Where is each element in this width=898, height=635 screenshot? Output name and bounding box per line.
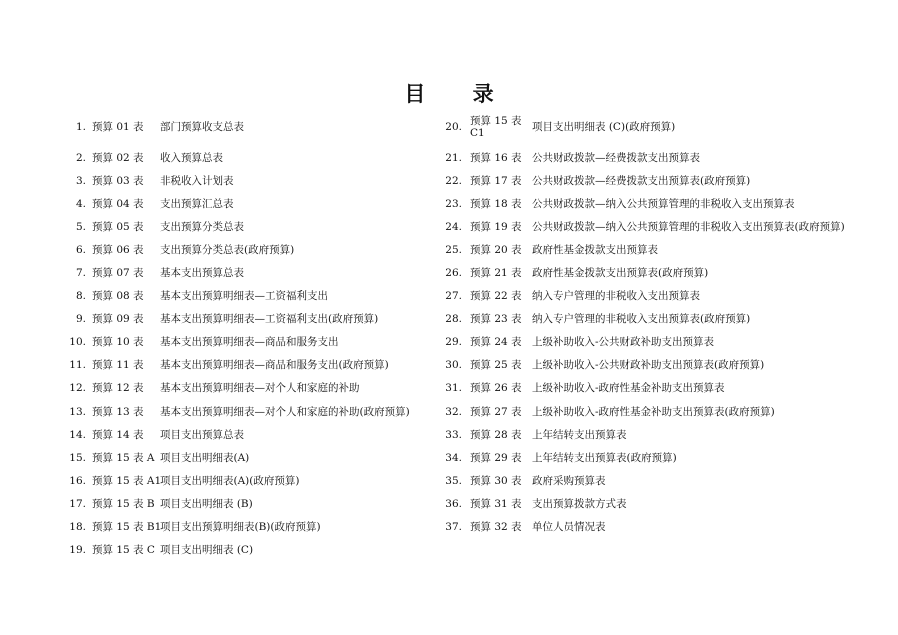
toc-entry-name: 部门预算收支总表 bbox=[160, 121, 244, 133]
toc-entry[interactable] bbox=[58, 516, 438, 539]
toc-entry-name: 基本支出预算明细表—工资福利支出 bbox=[160, 290, 328, 303]
toc-entry[interactable] bbox=[436, 446, 876, 469]
toc-entry-name: 项目支出预算总表 bbox=[160, 428, 244, 441]
page-title: 目 录 bbox=[404, 81, 514, 106]
toc-entry-code: 预算 21 表 bbox=[470, 267, 522, 280]
toc-entry-code: 预算 15 表 C1 bbox=[470, 115, 522, 139]
toc-entry-name: 公共财政拨款—纳入公共预算管理的非税收入支出预算表(政府预算) bbox=[532, 220, 845, 233]
toc-entry[interactable] bbox=[436, 516, 876, 539]
toc-entry[interactable] bbox=[58, 108, 438, 146]
toc-entry[interactable] bbox=[436, 169, 876, 192]
toc-entry-code: 预算 16 表 bbox=[470, 151, 522, 164]
toc-entry-name: 公共财政拨款—经费拨款支出预算表 bbox=[532, 151, 700, 164]
toc-entry-code: 预算 30 表 bbox=[470, 474, 522, 487]
toc-entry-num: 31. bbox=[445, 382, 462, 395]
toc-entry[interactable] bbox=[436, 423, 876, 446]
toc-entry-code: 预算 14 表 bbox=[92, 428, 144, 441]
toc-entry-num: 2. bbox=[75, 151, 86, 164]
toc-entry[interactable] bbox=[58, 169, 438, 192]
toc-entry-code: 预算 22 表 bbox=[470, 290, 522, 303]
toc-entry-num: 33. bbox=[445, 428, 462, 441]
toc-entry[interactable] bbox=[58, 446, 438, 469]
toc-entry-code: 预算 10 表 bbox=[92, 336, 144, 349]
toc-entry[interactable] bbox=[436, 469, 876, 492]
toc-entry[interactable] bbox=[58, 492, 438, 515]
toc-entry-code: 预算 23 表 bbox=[470, 313, 522, 326]
toc-entry-name: 政府性基金拨款支出预算表 bbox=[532, 243, 658, 256]
toc-entry-num: 16. bbox=[69, 474, 86, 487]
toc-entry-num: 20. bbox=[445, 121, 462, 133]
toc-entry-code: 预算 24 表 bbox=[470, 336, 522, 349]
toc-entry-code: 预算 01 表 bbox=[92, 121, 144, 133]
toc-entry-code: 预算 15 表 B bbox=[92, 497, 155, 510]
toc-entry[interactable] bbox=[436, 492, 876, 515]
toc-entry-name: 支出预算分类总表(政府预算) bbox=[160, 243, 295, 256]
toc-entry-code: 预算 28 表 bbox=[470, 428, 522, 441]
toc-entry-code: 预算 29 表 bbox=[470, 451, 522, 464]
toc-entry-code: 预算 07 表 bbox=[92, 267, 144, 280]
toc-entry[interactable] bbox=[436, 400, 876, 423]
toc-entry-name: 纳入专户管理的非税收入支出预算表 bbox=[532, 290, 700, 303]
toc-entry-name: 支出预算拨款方式表 bbox=[532, 497, 627, 510]
toc-entry[interactable] bbox=[436, 108, 876, 146]
toc-entry-num: 5. bbox=[75, 220, 86, 233]
toc-entry[interactable] bbox=[58, 238, 438, 261]
toc-entry[interactable] bbox=[58, 285, 438, 308]
toc-entry-num: 21. bbox=[445, 151, 462, 164]
toc-entry-code: 预算 02 表 bbox=[92, 151, 144, 164]
toc-entry[interactable] bbox=[436, 354, 876, 377]
toc-entry-num: 7. bbox=[75, 267, 86, 280]
toc-entry-num: 30. bbox=[445, 359, 462, 372]
toc-entry-code: 预算 25 表 bbox=[470, 359, 522, 372]
toc-entry-num: 34. bbox=[445, 451, 462, 464]
toc-entry-name: 支出预算汇总表 bbox=[160, 197, 234, 210]
toc-entry[interactable] bbox=[58, 192, 438, 215]
toc-entry-code: 预算 15 表 C bbox=[92, 544, 155, 557]
toc-right-column bbox=[436, 108, 876, 539]
toc-entry-name: 政府性基金拨款支出预算表(政府预算) bbox=[532, 267, 709, 280]
toc-entry-code: 预算 04 表 bbox=[92, 197, 144, 210]
toc-entry-name: 基本支出预算明细表—对个人和家庭的补助 bbox=[160, 382, 360, 395]
toc-entry-code: 预算 15 表 A1 bbox=[92, 474, 162, 487]
toc-entry-code: 预算 08 表 bbox=[92, 290, 144, 303]
toc-entry-code: 预算 09 表 bbox=[92, 313, 144, 326]
toc-entry[interactable] bbox=[436, 215, 876, 238]
toc-entry-num: 36. bbox=[445, 497, 462, 510]
toc-entry-name: 公共财政拨款—纳入公共预算管理的非税收入支出预算表 bbox=[532, 197, 795, 210]
toc-entry-name: 基本支出预算总表 bbox=[160, 267, 244, 280]
toc-entry[interactable] bbox=[436, 377, 876, 400]
toc-entry-name: 非税收入计划表 bbox=[160, 174, 234, 187]
toc-entry-name: 项目支出明细表(A) bbox=[160, 451, 250, 464]
toc-left-column bbox=[58, 108, 438, 562]
toc-entry[interactable] bbox=[58, 215, 438, 238]
toc-entry[interactable] bbox=[58, 331, 438, 354]
toc-entry-num: 32. bbox=[445, 405, 462, 418]
toc-entry-code: 预算 20 表 bbox=[470, 243, 522, 256]
toc-entry-code: 预算 05 表 bbox=[92, 220, 144, 233]
toc-entry[interactable] bbox=[58, 354, 438, 377]
toc-entry-num: 14. bbox=[69, 428, 86, 441]
toc-entry-name: 上级补助收入-公共财政补助支出预算表 bbox=[532, 336, 715, 349]
toc-entry-code: 预算 31 表 bbox=[470, 497, 522, 510]
toc-entry-num: 4. bbox=[75, 197, 86, 210]
toc-entry[interactable] bbox=[58, 400, 438, 423]
toc-entry-num: 18. bbox=[69, 521, 86, 534]
toc-entry-num: 17. bbox=[69, 497, 86, 510]
toc-entry-code: 预算 11 表 bbox=[92, 359, 144, 372]
toc-entry-name: 项目支出明细表 (B) bbox=[160, 497, 253, 510]
toc-entry[interactable] bbox=[436, 261, 876, 284]
toc-entry[interactable] bbox=[436, 238, 876, 261]
toc-entry-code: 预算 13 表 bbox=[92, 405, 144, 418]
toc-entry-num: 1. bbox=[75, 121, 86, 133]
toc-entry-name: 政府采购预算表 bbox=[532, 474, 606, 487]
toc-entry-code: 预算 15 表 B1 bbox=[92, 521, 162, 534]
toc-entry-num: 19. bbox=[69, 544, 86, 557]
toc-entry-name: 上年结转支出预算表 bbox=[532, 428, 627, 441]
toc-entry[interactable] bbox=[436, 192, 876, 215]
toc-entry-name: 基本支出预算明细表—商品和服务支出 bbox=[160, 336, 339, 349]
toc-entry-num: 24. bbox=[445, 220, 462, 233]
toc-entry-name: 上级补助收入-公共财政补助支出预算表(政府预算) bbox=[532, 359, 765, 372]
toc-entry[interactable] bbox=[58, 261, 438, 284]
toc-entry-code: 预算 32 表 bbox=[470, 521, 522, 534]
toc-entry-name: 支出预算分类总表 bbox=[160, 220, 244, 233]
toc-entry[interactable] bbox=[436, 146, 876, 169]
toc-entry[interactable] bbox=[436, 308, 876, 331]
toc-entry-code: 预算 27 表 bbox=[470, 405, 522, 418]
toc-entry-code: 预算 17 表 bbox=[470, 174, 522, 187]
toc-entry-name: 上年结转支出预算表(政府预算) bbox=[532, 451, 677, 464]
toc-entry-num: 8. bbox=[75, 290, 86, 303]
toc-entry-name: 上级补助收入-政府性基金补助支出预算表 bbox=[532, 382, 725, 395]
toc-entry-num: 11. bbox=[69, 359, 86, 372]
toc-entry-code: 预算 26 表 bbox=[470, 382, 522, 395]
toc-entry-name: 项目支出明细表 (C) bbox=[160, 544, 254, 557]
toc-entry-num: 13. bbox=[69, 405, 86, 418]
toc-entry-name: 收入预算总表 bbox=[160, 151, 223, 164]
toc-entry-code: 预算 03 表 bbox=[92, 174, 144, 187]
toc-entry-num: 6. bbox=[75, 243, 86, 256]
toc-entry-code: 预算 12 表 bbox=[92, 382, 144, 395]
toc-entry-num: 28. bbox=[445, 313, 462, 326]
toc-entry-name: 纳入专户管理的非税收入支出预算表(政府预算) bbox=[532, 313, 751, 326]
toc-entry-code: 预算 06 表 bbox=[92, 243, 144, 256]
toc-entry-num: 12. bbox=[69, 382, 86, 395]
toc-entry-name: 基本支出预算明细表—商品和服务支出(政府预算) bbox=[160, 359, 389, 372]
toc-entry-name: 单位人员情况表 bbox=[532, 521, 606, 534]
toc-entry-num: 23. bbox=[445, 197, 462, 210]
toc-entry-num: 26. bbox=[445, 267, 462, 280]
toc-entry-name: 公共财政拨款—经费拨款支出预算表(政府预算) bbox=[532, 174, 751, 187]
toc-entry-num: 9. bbox=[75, 313, 86, 326]
toc-entry-name: 上级补助收入-政府性基金补助支出预算表(政府预算) bbox=[532, 405, 775, 418]
toc-entry[interactable] bbox=[58, 469, 438, 492]
toc-entry-num: 25. bbox=[445, 243, 462, 256]
toc-entry-num: 35. bbox=[445, 474, 462, 487]
toc-entry-name: 项目支出预算明细表(B)(政府预算) bbox=[160, 521, 321, 534]
toc-entry-num: 3. bbox=[75, 174, 86, 187]
toc-entry-name: 基本支出预算明细表—工资福利支出(政府预算) bbox=[160, 313, 379, 326]
toc-entry-code: 预算 19 表 bbox=[470, 220, 522, 233]
toc-entry[interactable] bbox=[58, 539, 438, 562]
toc-entry-name: 基本支出预算明细表—对个人和家庭的补助(政府预算) bbox=[160, 405, 410, 418]
toc-entry-name: 项目支出明细表 (C)(政府预算) bbox=[532, 121, 676, 133]
toc-entry-num: 15. bbox=[69, 451, 86, 464]
toc-entry[interactable] bbox=[58, 423, 438, 446]
toc-entry-num: 10. bbox=[69, 336, 86, 349]
toc-entry-num: 27. bbox=[445, 290, 462, 303]
toc-entry-num: 22. bbox=[445, 174, 462, 187]
toc-entry-code: 预算 18 表 bbox=[470, 197, 522, 210]
toc-entry-name: 项目支出明细表(A)(政府预算) bbox=[160, 474, 300, 487]
toc-entry[interactable] bbox=[58, 308, 438, 331]
toc-entry-num: 29. bbox=[445, 336, 462, 349]
toc-entry[interactable] bbox=[436, 285, 876, 308]
toc-entry[interactable] bbox=[436, 331, 876, 354]
toc-entry-code: 预算 15 表 A bbox=[92, 451, 155, 464]
toc-entry-num: 37. bbox=[445, 521, 462, 534]
toc-entry[interactable] bbox=[58, 146, 438, 169]
toc-entry[interactable] bbox=[58, 377, 438, 400]
